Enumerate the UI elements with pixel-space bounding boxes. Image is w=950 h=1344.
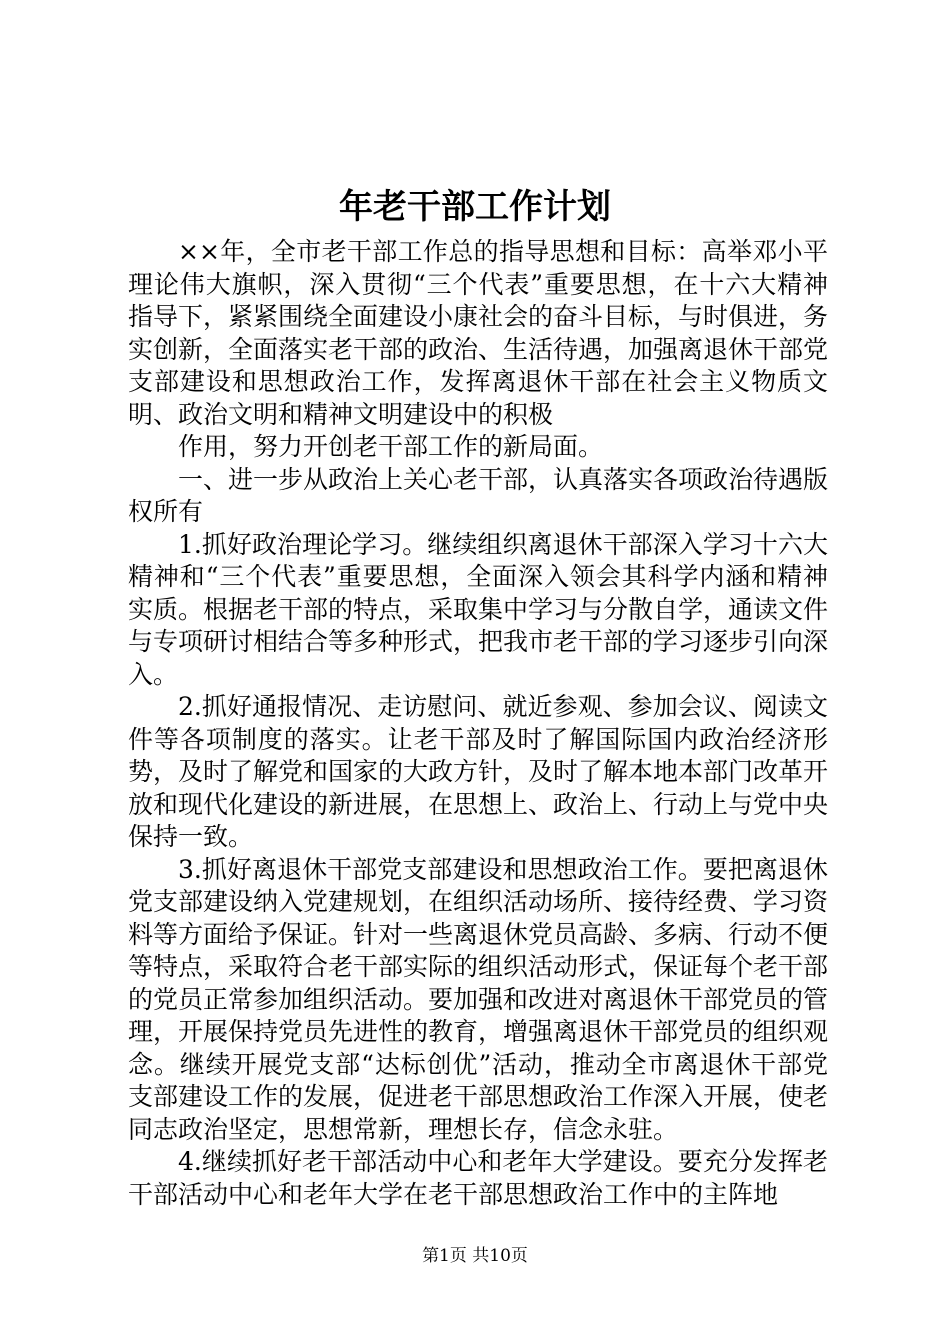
page-footer: 第1页 共10页	[422, 1246, 528, 1266]
document-title: 年老干部工作计划	[339, 187, 611, 227]
paragraph-item-4: 4.继续抓好老干部活动中心和老年大学建设。要充分发挥老干部活动中心和老年大学在老干部思想政治工作中的主阵地	[128, 1147, 828, 1209]
paragraph-item-3: 3.抓好离退休干部党支部建设和思想政治工作。要把离退休党支部建设纳入党建规划，在组织活动场所、接待经费、学习资料等方面给予保证。针对一些离退休党员高龄、多病、行动不便等特点，采取符合老干部实际的组织活动形式，保证每个老干部的党员正常参加组织活动。要加强和改进对离退休干部党员的管理，开展保持党员先进性的教育，增强离退休干部党员的组织观念。继续开展党支部“达标创优”活动，推动全市离退休干部党支部建设工作的发展，促进老干部思想政治工作深入开展，使老同志政治坚定，思想常新，理想长存，信念永驻。	[128, 854, 829, 1144]
paragraph-item-2: 2.抓好通报情况、走访慰问、就近参观、参加会议、阅读文件等各项制度的落实。让老干部及时了解国际国内政治经济形势，及时了解党和国家的大政方针，及时了解本地本部门改革开放和现代化建设的新进展，在思想上、政治上、行动上与党中央保持一致。	[128, 692, 829, 851]
paragraph-intro: ××年，全市老干部工作总的指导思想和目标：高举邓小平理论伟大旗帜，深入贯彻“三个代表”重要思想，在十六大精神指导下，紧紧围绕全面建设小康社会的奋斗目标，与时俱进，务实创新，全面落实老干部的政治、生活待遇，加强离退休干部党支部建设和思想政治工作，发挥离退休干部在社会主义物质文明、政治文明和精神文明建设中的积极	[128, 237, 829, 429]
paragraph-item-1: 1.抓好政治理论学习。继续组织离退休干部深入学习十六大精神和“三个代表”重要思想，全面深入领会其科学内涵和精神实质。根据老干部的特点，采取集中学习与分散自学，通读文件与专项研讨相结合等多种形式，把我市老干部的学习逐步引向深入。	[128, 529, 829, 689]
document-body	[128, 236, 828, 1211]
section-heading-1: 一、进一步从政治上关心老干部，认真落实各项政治待遇版权所有	[128, 464, 829, 526]
paragraph-intro-continued: 作用，努力开创老干部工作的新局面。	[178, 432, 604, 461]
